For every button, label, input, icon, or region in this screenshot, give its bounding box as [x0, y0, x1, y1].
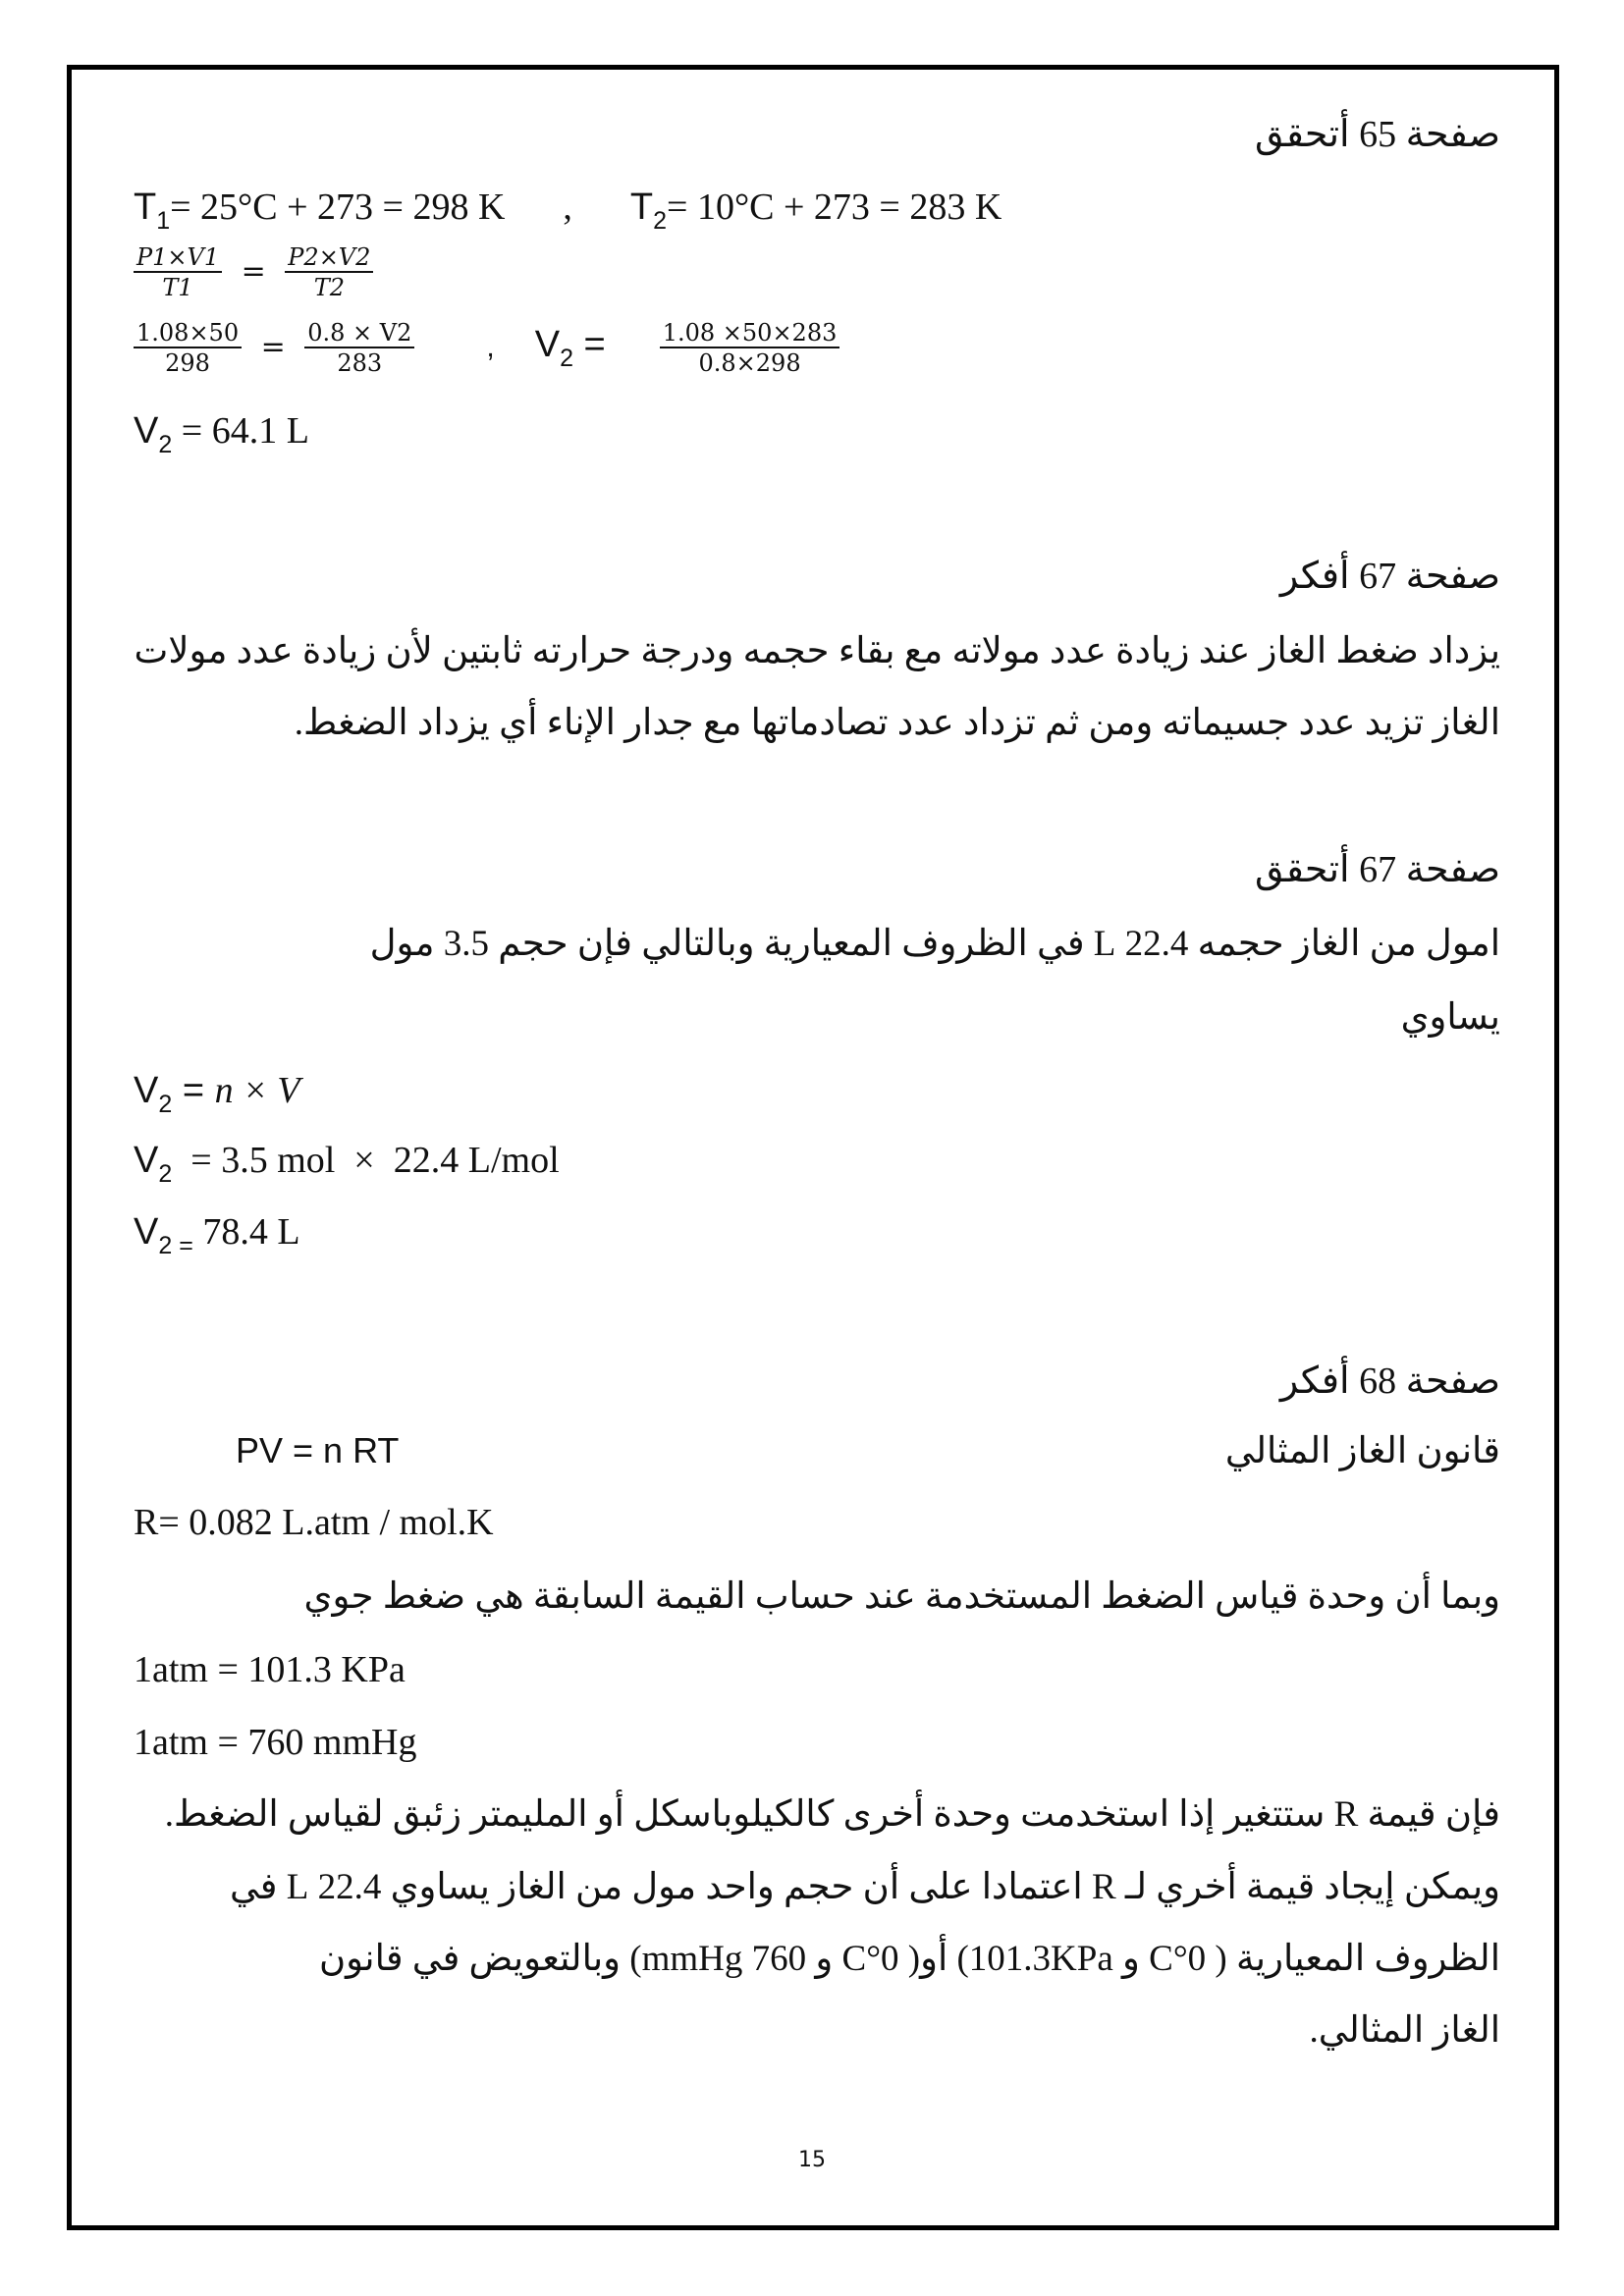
substitution-line: $\frac{1.08\times 50}{298}$ = $\frac{0.8 \times V2}{283}$ , $V_2$ = $\frac{1.08 \times 50\times 283}{0.8\times 298}$ [134, 321, 839, 375]
pressure-conversion: 1atm = 101.3 KPa [134, 1649, 406, 1690]
paragraph-line: الغاز تزيد عدد جسيماته ومن ثم تزداد عدد تصادماتها مع جدار الإناء أي يزداد الضغط. [294, 703, 1500, 743]
volume-substitution: $V_2 = 3.5$ mol × 22.4 L/mol [134, 1140, 560, 1188]
law-label: قانون الغاز المثالي [1224, 1431, 1500, 1471]
paragraph-line: ويمكن إيجاد قيمة أخري لـ R اعتمادا على أن حجم واحد مول من الغاز يساوي 22.4 L في [229, 1867, 1500, 1907]
r-constant: R= 0.082 L.atm / mol.K [134, 1502, 494, 1543]
paragraph-line: امول من الغاز حجمه 22.4 L في الظروف المعيارية وبالتالي فإن حجم 3.5 مول [369, 924, 1500, 964]
paragraph-line: الغاز المثالي. [1309, 2010, 1500, 2051]
paragraph-line: الظروف المعيارية ( 0°C و 101.3KPa) أو( 0°C و 760 mmHg) وبالتعويض في قانون [318, 1939, 1500, 1979]
combined-gas-law: $\frac{P1\times V1}{T1}$ = $\frac{P2\times V2}{T2}$ [134, 245, 373, 299]
paragraph-line: يساوي [1400, 997, 1500, 1038]
section-heading: صفحة 67 أتحقق [1255, 849, 1500, 890]
volume-formula: $V_2 = n \times V$ [134, 1070, 300, 1118]
pressure-conversion: 1atm = 760 mmHg [134, 1722, 417, 1763]
section-heading: صفحة 67 أفكر [1279, 556, 1500, 597]
paragraph-line: وبما أن وحدة قياس الضغط المستخدمة عند حساب القيمة السابقة هي ضغط جوي [303, 1576, 1500, 1617]
paragraph-line: فإن قيمة R ستتغير إذا استخدمت وحدة أخرى كالكيلوباسكل أو المليمتر زئبق لقياس الضغط. [164, 1794, 1500, 1835]
result-v2: $V_2 = 64.1$ L [134, 410, 309, 458]
temperature-line: $T_1= 25^\circ C + 273 = 298$ K , $T_2= 10^\circ C + 273 = 283$ K [134, 187, 1002, 235]
paragraph-line: يزداد ضغط الغاز عند زيادة عدد مولاته مع بقاء حجمه ودرجة حرارته ثابتين لأن زيادة عدد مولات [134, 631, 1500, 671]
section-heading: صفحة 68 أفكر [1279, 1361, 1500, 1402]
page-number: 15 [798, 2148, 826, 2172]
ideal-gas-equation: PV = n RT [236, 1430, 400, 1470]
section-heading: صفحة 65 أتحقق [1255, 114, 1500, 155]
volume-result: $V_{2 =}$ 78.4 L [134, 1211, 300, 1259]
